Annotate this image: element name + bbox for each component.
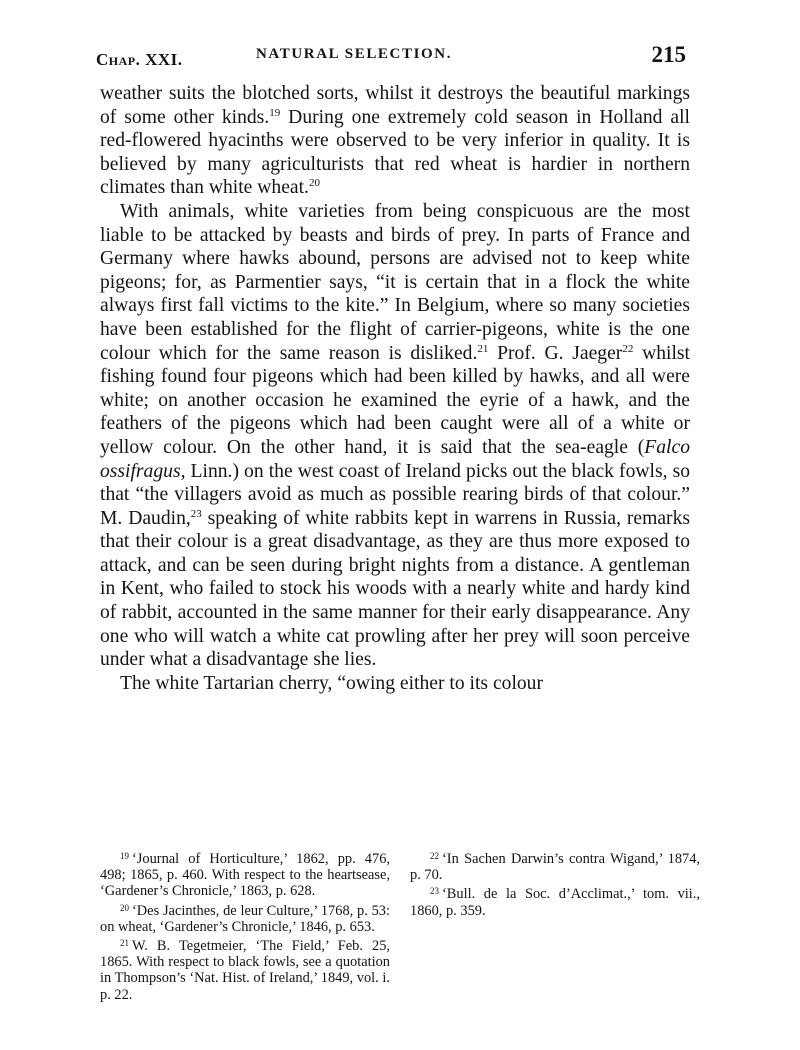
footnote-column-right bbox=[410, 848, 700, 988]
footnote-column-left bbox=[100, 848, 390, 1003]
footnote-23 bbox=[410, 883, 700, 918]
species-name: Falco ossifragus bbox=[100, 436, 690, 482]
footnotes bbox=[100, 848, 700, 1003]
footnote-text: ‘Des Jacinthes, de leur Culture,’ 1768, p. 53: on wheat, ‘Gardener’s Chronicle,’ 1846, p. 653. bbox=[100, 902, 390, 935]
body-text bbox=[100, 82, 690, 695]
footnote-ref: 19 bbox=[269, 106, 281, 119]
text-run: Prof. G. Jaeger bbox=[488, 342, 623, 364]
text-run: speaking of white rabbits kept in warrens in Russia, remarks that their colour is a great disadvantage, as they are thus more exposed to attack, and can be seen during bright nights from a distance. A gentleman in Kent, who failed to stock his woods with a nearly white and hardy kind of rabbit, accounted in the same manner for their early disappearance. Any one who will watch a white cat prowling after her prey will soon perceive under what a disadvantage she lies. bbox=[100, 507, 690, 671]
footnote-number: 20 bbox=[120, 902, 129, 913]
paragraph-1 bbox=[100, 82, 690, 200]
footnote-number: 21 bbox=[120, 938, 129, 949]
footnote-20 bbox=[100, 900, 390, 935]
paragraph-3 bbox=[100, 672, 690, 696]
page-number: 215 bbox=[651, 42, 686, 67]
footnote-ref: 20 bbox=[308, 177, 320, 190]
text-run: The white Tartarian cherry, “owing either to its colour bbox=[120, 672, 544, 694]
footnote-22 bbox=[410, 848, 700, 883]
footnote-21 bbox=[100, 935, 390, 1003]
footnote-text: ‘Bull. de la Soc. d’Acclimat.,’ tom. vii., 1860, p. 359. bbox=[410, 886, 700, 919]
footnote-ref: 23 bbox=[190, 507, 202, 520]
footnote-number: 23 bbox=[430, 886, 439, 897]
footnote-19 bbox=[100, 848, 390, 900]
footnote-ref: 22 bbox=[622, 342, 634, 355]
text-run: During one extremely cold season in Holland all red-flowered hyacinths were observed to be very inferior in quality. It is believed by many agriculturists that red wheat is hardier in northern climates than white wheat. bbox=[100, 106, 690, 199]
footnote-number: 22 bbox=[430, 851, 439, 861]
text-run: With animals, white varieties from being conspicuous are the most liable to be attacked by beasts and birds of prey. In parts of France and Germany where hawks abound, persons are advised not to keep white pigeons; for, as Parmentier says, “it is certain that in a flock the white always first fall victims to the kite.” In Belgium, where so many societies have been established for the flight of carrier-pigeons, white is the one colour which for the same reason is disliked. bbox=[100, 200, 690, 364]
footnote-number: 19 bbox=[120, 851, 129, 861]
running-title: NATURAL SELECTION. bbox=[256, 46, 453, 62]
text-run: , Linn.) on the west coast of Ireland picks out the black fowls, so that “the villagers avoid as much as possible rearing birds of that colour.” M. Daudin, bbox=[100, 460, 690, 529]
chapter-label: Chap. XXI. bbox=[96, 50, 183, 69]
text-run: weather suits the blotched sorts, whilst it destroys the beautiful markings of some other kinds. bbox=[100, 83, 690, 128]
footnote-text: W. B. Tegetmeier, ‘The Field,’ Feb. 25, 1865. With respect to black fowls, see a quotation in Thompson’s ‘Nat. Hist. of Ireland,’ 1849, vol. i. p. 22. bbox=[100, 938, 390, 1003]
text-run: whilst fishing found four pigeons which had been killed by hawks, and all were white; on another occasion he examined the eyrie of a hawk, and the feathers of the pigeons which had been caught were all of a white or yellow colour. On the other hand, it is said that the sea-eagle ( bbox=[100, 342, 690, 458]
paragraph-2 bbox=[100, 200, 690, 672]
footnote-text: ‘Journal of Horticulture,’ 1862, pp. 476, 498; 1865, p. 460. With respect to the heartsease, ‘Gardener’s Chronicle,’ 1863, p. 628. bbox=[100, 851, 390, 900]
footnote-ref: 21 bbox=[477, 342, 489, 355]
footnote-text: ‘In Sachen Darwin’s contra Wigand,’ 1874, p. 70. bbox=[410, 851, 700, 884]
page-header bbox=[96, 42, 686, 76]
